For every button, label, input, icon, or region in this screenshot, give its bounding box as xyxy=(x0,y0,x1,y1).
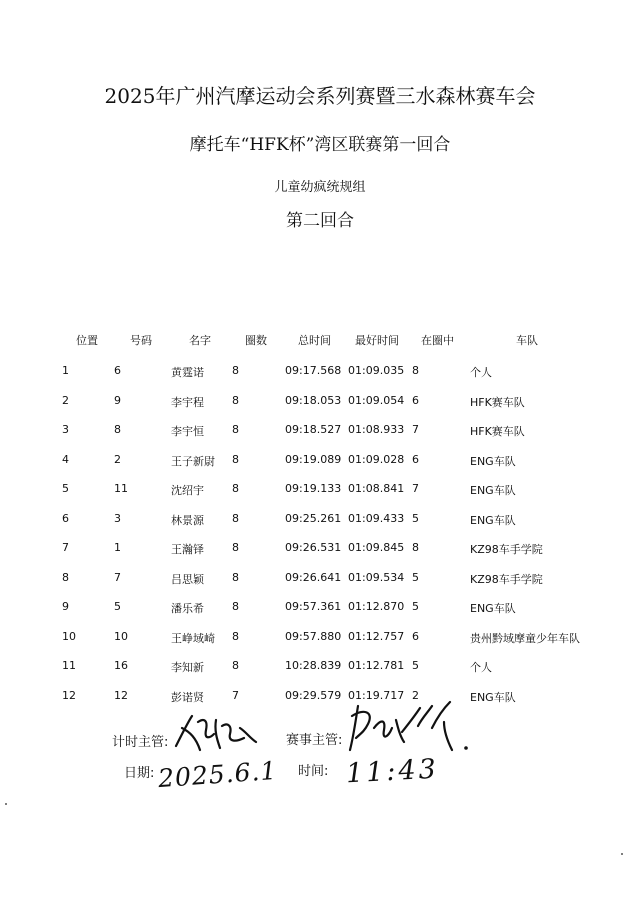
cell-laps: 8 xyxy=(232,659,239,672)
cell-position: 2 xyxy=(62,393,69,407)
cell-laps: 8 xyxy=(232,600,239,613)
race-round: 第二回合 xyxy=(286,211,354,231)
table-row xyxy=(0,659,640,677)
cell-in-lap: 5 xyxy=(412,659,419,672)
cell-total-time: 09:17.568 xyxy=(285,364,342,377)
time-value: 11:43 xyxy=(345,753,440,790)
cell-in-lap: 6 xyxy=(412,393,419,407)
cell-number: 1 xyxy=(114,541,121,554)
cell-number: 12 xyxy=(114,688,128,702)
cell-position: 8 xyxy=(62,570,69,584)
table-row xyxy=(0,482,640,500)
cell-name: 王子新尉 xyxy=(171,454,215,468)
cell-best-time: 01:08.933 xyxy=(348,423,405,436)
cell-name: 沈绍宇 xyxy=(171,484,204,497)
table-row xyxy=(0,453,640,471)
col-in-lap: 在圈中 xyxy=(421,334,454,347)
cell-total-time: 09:18.527 xyxy=(285,423,342,436)
scan-speck xyxy=(5,803,7,805)
timing-supervisor-label: 计时主管: xyxy=(112,735,169,750)
cell-best-time: 01:09.433 xyxy=(348,511,405,525)
cell-team: ENG车队 xyxy=(470,602,516,615)
cell-number: 16 xyxy=(114,659,128,672)
cell-name: 李知新 xyxy=(171,661,204,674)
cell-team: KZ98车手学院 xyxy=(470,543,543,556)
col-number: 号码 xyxy=(130,334,152,347)
cell-name: 彭诺贤 xyxy=(171,690,204,704)
cell-total-time: 09:57.880 xyxy=(285,629,342,643)
table-row xyxy=(0,423,640,441)
cell-best-time: 01:09.054 xyxy=(348,393,405,407)
cell-name: 黄霆诺 xyxy=(171,366,204,379)
col-position: 位置 xyxy=(76,334,98,347)
cell-laps: 8 xyxy=(232,452,239,466)
cell-laps: 8 xyxy=(232,364,239,377)
cell-name: 王峥域崎 xyxy=(171,631,215,645)
cell-team: HFK赛车队 xyxy=(470,395,525,409)
cell-in-lap: 6 xyxy=(412,452,419,466)
cell-best-time: 01:09.028 xyxy=(348,452,405,466)
cell-laps: 8 xyxy=(232,541,239,554)
cell-laps: 8 xyxy=(232,393,239,407)
cell-number: 3 xyxy=(114,511,121,525)
cell-team: ENG车队 xyxy=(470,513,516,527)
cell-laps: 8 xyxy=(232,423,239,436)
col-laps: 圈数 xyxy=(245,334,267,347)
cell-name: 李宇程 xyxy=(171,395,204,409)
cell-total-time: 09:29.579 xyxy=(285,688,342,702)
event-subtitle: 摩托车“HFK杯”湾区联赛第一回合 xyxy=(189,135,451,155)
cell-number: 5 xyxy=(114,600,121,613)
cell-team: 个人 xyxy=(470,366,492,379)
time-label: 时间: xyxy=(298,764,329,779)
cell-in-lap: 2 xyxy=(412,688,419,702)
cell-team: 个人 xyxy=(470,661,492,674)
event-title: 2025年广州汽摩运动会系列赛暨三水森林赛车会 xyxy=(104,84,536,108)
cell-in-lap: 8 xyxy=(412,364,419,377)
cell-number: 7 xyxy=(114,570,121,584)
cell-best-time: 01:19.717 xyxy=(348,688,405,702)
cell-total-time: 09:19.133 xyxy=(285,482,342,495)
scan-speck xyxy=(621,853,623,855)
cell-in-lap: 5 xyxy=(412,570,419,584)
cell-position: 7 xyxy=(62,541,69,554)
race-group: 儿童幼疯统规组 xyxy=(274,180,366,195)
cell-name: 李宇恒 xyxy=(171,425,204,438)
cell-in-lap: 7 xyxy=(412,423,419,436)
table-row xyxy=(0,571,640,589)
cell-laps: 8 xyxy=(232,482,239,495)
timing-supervisor-signature xyxy=(170,708,265,756)
cell-best-time: 01:09.845 xyxy=(348,541,405,554)
date-label: 日期: xyxy=(124,766,155,781)
col-team: 车队 xyxy=(516,334,538,347)
table-header xyxy=(0,332,640,350)
cell-position: 10 xyxy=(62,629,76,643)
table-row xyxy=(0,600,640,618)
cell-best-time: 01:08.841 xyxy=(348,482,405,495)
cell-in-lap: 5 xyxy=(412,511,419,525)
cell-number: 9 xyxy=(114,393,121,407)
cell-laps: 8 xyxy=(232,629,239,643)
cell-position: 4 xyxy=(62,452,69,466)
cell-best-time: 01:09.035 xyxy=(348,364,405,377)
cell-name: 潘乐希 xyxy=(171,602,204,615)
cell-team: 贵州黔域摩童少年车队 xyxy=(470,631,580,645)
table-row xyxy=(0,630,640,648)
cell-best-time: 01:12.781 xyxy=(348,659,405,672)
col-best-time: 最好时间 xyxy=(355,334,399,347)
table-row xyxy=(0,541,640,559)
cell-name: 王瀚铎 xyxy=(171,543,204,556)
cell-name: 林景源 xyxy=(171,513,204,527)
cell-in-lap: 8 xyxy=(412,541,419,554)
cell-total-time: 09:25.261 xyxy=(285,511,342,525)
cell-position: 5 xyxy=(62,482,69,495)
cell-team: ENG车队 xyxy=(470,690,516,704)
cell-position: 3 xyxy=(62,423,69,436)
cell-in-lap: 6 xyxy=(412,629,419,643)
cell-team: KZ98车手学院 xyxy=(470,572,543,586)
cell-name: 吕思颖 xyxy=(171,572,204,586)
cell-team: ENG车队 xyxy=(470,454,516,468)
cell-total-time: 09:19.089 xyxy=(285,452,342,466)
cell-number: 6 xyxy=(114,364,121,377)
cell-laps: 7 xyxy=(232,688,239,702)
cell-best-time: 01:12.870 xyxy=(348,600,405,613)
cell-best-time: 01:09.534 xyxy=(348,570,405,584)
race-supervisor-signature xyxy=(340,698,480,758)
cell-number: 11 xyxy=(114,482,128,495)
cell-position: 9 xyxy=(62,600,69,613)
col-total-time: 总时间 xyxy=(298,334,331,347)
cell-position: 6 xyxy=(62,511,69,525)
cell-laps: 8 xyxy=(232,511,239,525)
race-supervisor-label: 赛事主管: xyxy=(286,733,343,748)
cell-laps: 8 xyxy=(232,570,239,584)
cell-position: 12 xyxy=(62,688,76,702)
cell-best-time: 01:12.757 xyxy=(348,629,405,643)
col-name: 名字 xyxy=(189,334,211,347)
cell-number: 8 xyxy=(114,423,121,436)
table-row xyxy=(0,364,640,382)
table-row xyxy=(0,689,640,707)
cell-in-lap: 7 xyxy=(412,482,419,495)
cell-total-time: 09:18.053 xyxy=(285,393,342,407)
cell-in-lap: 5 xyxy=(412,600,419,613)
cell-position: 1 xyxy=(62,364,69,377)
cell-total-time: 09:26.531 xyxy=(285,541,342,554)
cell-position: 11 xyxy=(62,659,76,672)
date-value: 2025.6.1 xyxy=(157,755,279,794)
cell-total-time: 10:28.839 xyxy=(285,659,342,672)
table-row xyxy=(0,394,640,412)
cell-number: 10 xyxy=(114,629,128,643)
cell-team: ENG车队 xyxy=(470,484,516,497)
table-row xyxy=(0,512,640,530)
cell-total-time: 09:57.361 xyxy=(285,600,342,613)
cell-number: 2 xyxy=(114,452,121,466)
cell-total-time: 09:26.641 xyxy=(285,570,342,584)
cell-team: HFK赛车队 xyxy=(470,425,525,438)
